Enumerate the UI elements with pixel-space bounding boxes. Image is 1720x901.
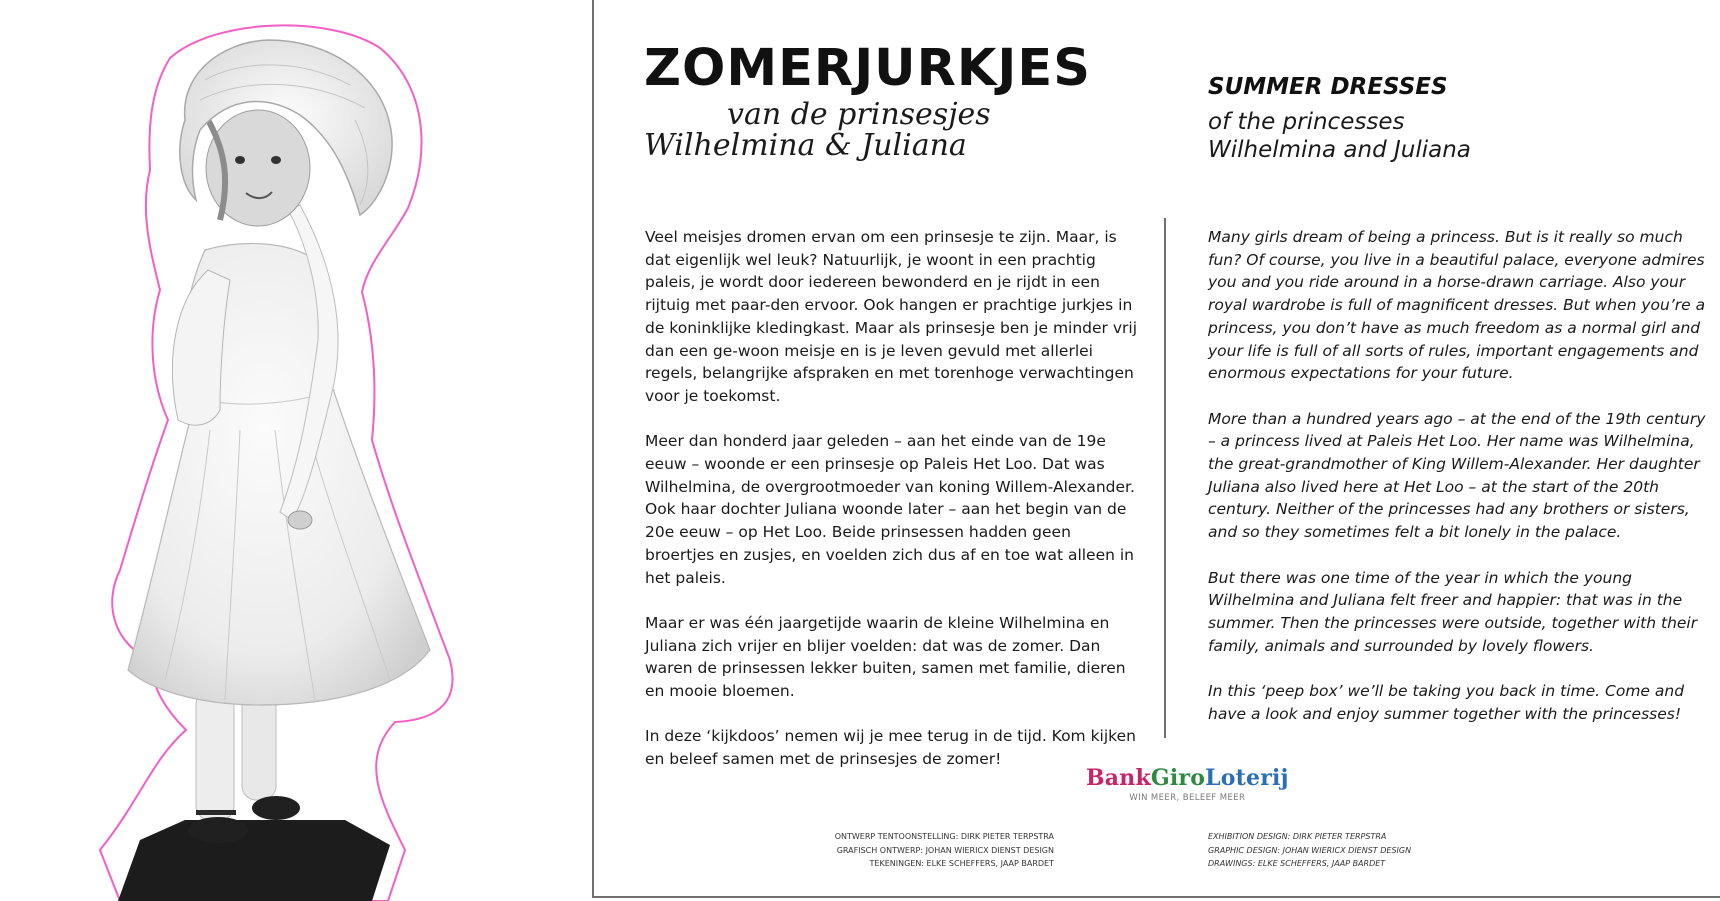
right-leg [242,690,276,800]
english-paragraph-3: But there was one time of the year in which the young Wilhelmina and Juliana felt freer and happier: that was in the summer. Then the princesses were outside, together with their family, animals and surrounded by lovely flowers. [1208,568,1698,655]
english-paragraph-2: More than a hundred years ago – at the end of the 19th century – a princess lived at Paleis Het Loo. Her name was Wilhelmina, the great-grandmother of King Willem-Alexander. Her daughter Juliana also lived here at Het Loo – at the start of the 20th century. Neither of the princesses had any brothers or sisters, and so they sometimes felt a bit lonely in the palace. [1208,409,1706,542]
dutch-credit-line: TEKENINGEN: ELKE SCHEFFERS, JAAP BARDET [869,859,1054,868]
dutch-subtitle-line1: van de prinsesjes [727,97,991,132]
english-paragraph-1: Many girls dream of being a princess. But is it really so much fun? Of course, you live in a beautiful palace, everyone admires you and you ride around in a horse-drawn carriage. Also your royal wardrobe is full of magnificent dresses. But when you’re a princess, you don’t have as much freedom as a normal girl and your life is full of all sorts of rules, important engagements and enormous expectations for your future. [1208,228,1706,383]
dutch-paragraph-4: In deze ‘kijkdoos’ nemen wij je mee terug in de tijd. Kom kijken en beleef samen met de prinsesjes de zomer! [645,727,1136,769]
logo-wordmark [1086,765,1289,791]
dutch-credit-line: GRAFISCH ONTWERP: JOHAN WIERICX DIENST DESIGN [836,845,1054,855]
logo-tagline: WIN MEER, BELEEF MEER [1129,793,1246,803]
dutch-credit-line: ONTWERP TENTOONSTELLING: DIRK PIETER TERPSTRA [834,832,1054,841]
english-credit-line: DRAWINGS: ELKE SCHEFFERS, JAAP BARDET [1208,859,1386,868]
dutch-paragraph-3: Maar er was één jaargetijde waarin de kleine Wilhelmina en Juliana zich vrijer en blijer voelden: dat was de zomer. Dan waren de prinsessen lekker buiten, samen met familie, dieren en mooie bloemen. [645,613,1126,701]
english-credit-line: GRAPHIC DESIGN: JOHAN WIERICX DIENST DESIGN [1208,845,1412,855]
dutch-title: ZOMERJURKJES [644,40,1091,98]
right-shoe [252,796,300,820]
dutch-paragraph-2: Meer dan honderd jaar geleden – aan het einde van de 19e eeuw – woonde er een prinsesje op Paleis Het Loo. Dat was Wilhelmina, de overgrootmoeder van koning Willem-Alexander. Ook haar dochter Juliana woonde later – aan het begin van de 20e eeuw – op Het Loo. Beide prinsessen hadden geen broertjes en zusjes, en voelden zich dus af en toe wat alleen in het paleis. [645,432,1135,587]
logo-part-giro: Giro [1150,765,1206,791]
dutch-subtitle-line2: Wilhelmina & Juliana [644,128,967,163]
logo-part-bank: Bank [1086,765,1151,791]
left-shoe [188,817,248,843]
princess-photo-cutout [0,0,520,901]
english-paragraph-4: In this ‘peep box’ we’ll be taking you back in time. Come and have a look and enjoy summer together with the princesses! [1208,682,1685,723]
english-title: SUMMER DRESSES [1208,74,1448,100]
column-divider [1164,218,1166,738]
dutch-paragraph-1: Veel meisjes dromen ervan om een prinsesje te zijn. Maar, is dat eigenlijk wel leuk? Natuurlijk, je woont in een prachtig paleis, je wordt door iedereen bewonderd en je rijdt in een rijtuig met paar-den ervoor. Ook hangen er prachtige jurkjes in de koninklijke kledingkast. Maar als prinsesje ben je minder vrij dan een ge-woon meisje en is je leven gevuld met allerlei regels, belangrijke afspraken en met torenhoge verwachtingen voor je toekomst. [645,228,1138,405]
dutch-body [645,226,1145,794]
dutch-credits [835,830,1054,871]
english-credits [1208,830,1411,871]
english-subtitle-line2: Wilhelmina and Juliana [1208,137,1471,163]
english-subtitle-line1: of the princesses [1208,109,1405,135]
bankgiroloterij-logo [1086,765,1289,803]
left-leg [196,690,234,820]
english-credit-line: EXHIBITION DESIGN: DIRK PIETER TERPSTRA [1208,832,1387,841]
english-body [1208,226,1708,748]
info-panel [592,0,1720,898]
logo-part-loterij: Loterij [1205,765,1289,791]
dark-pedestal [118,820,390,901]
